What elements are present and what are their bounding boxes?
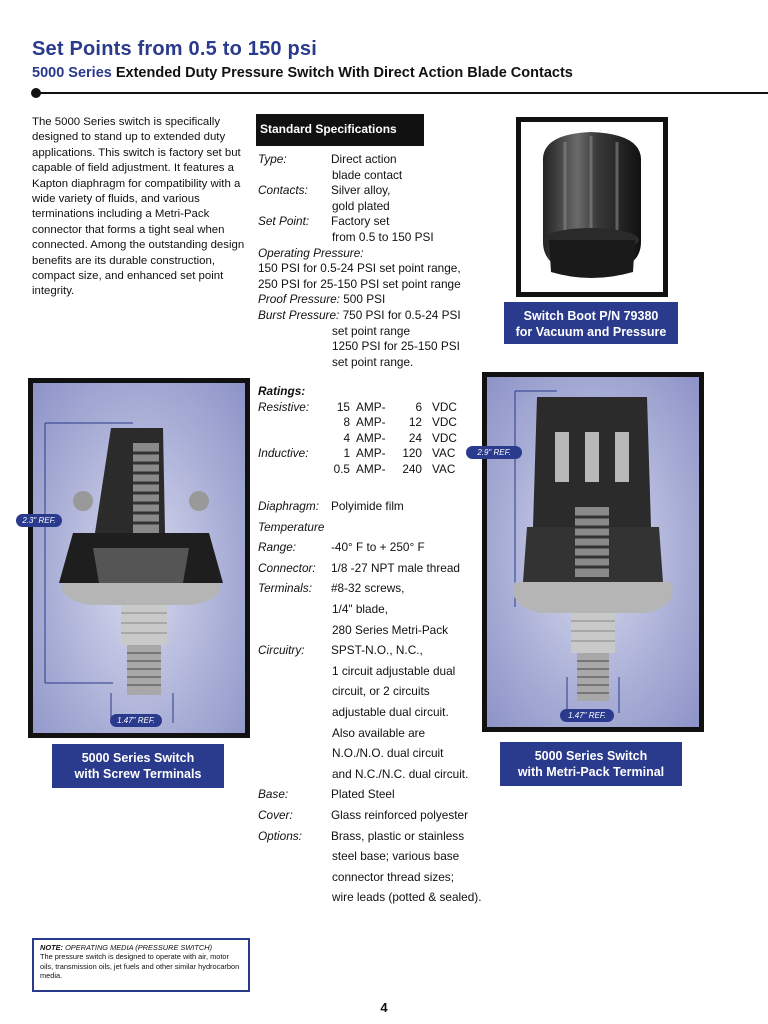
spec-value: Silver alloy, [331, 183, 391, 198]
rating-row [258, 415, 508, 431]
page-number: 4 [380, 1000, 388, 1015]
spec-value: Polyimide film [331, 499, 404, 513]
spec-value: 1250 PSI for 25-150 PSI [332, 339, 460, 354]
spec-value: 1 circuit adjustable dual [332, 663, 456, 678]
rating-volt: 240 [402, 461, 422, 476]
spec-value: steel base; various base [332, 849, 460, 864]
rating-volt: 12 [408, 415, 422, 430]
spec-value: circuit, or 2 circuits [332, 684, 430, 699]
caption-line: with Screw Terminals [74, 767, 202, 781]
page-title: Set Points from 0.5 to 150 psi [32, 38, 317, 60]
spec-label: Type: [258, 152, 287, 166]
intro-paragraph: The 5000 Series switch is specifically designed to stand up to extended duty applications. This switch is factory set but capable of field adjustment. It features a Kapton diaphragm for compatibility with a wide variety of fluids, and various terminations including a Metri-Pack connector that forms a tight seal when connected. Among the outstanding design benefits are its durable construction, compact size, and enhanced set point integrity. [32, 116, 245, 298]
spec-label: Temperature [258, 519, 325, 534]
left-height-ref: 2.3" REF. [16, 514, 62, 527]
right-width-ref: 1.47" REF. [560, 709, 614, 722]
spec-value: -40° F to + 250° F [331, 540, 425, 555]
rating-volt-unit: VDC [432, 430, 457, 445]
subtitle-text: Extended Duty Pressure Switch With Direct Action Blade Contacts [115, 65, 573, 81]
screw-terminal-caption [52, 744, 224, 788]
spec-value: Brass, plastic or stainless [331, 828, 465, 843]
spec-value: N.O./N.O. dual circuit [332, 746, 444, 761]
boot-caption [504, 302, 678, 344]
spec-value: Also available are [332, 725, 426, 740]
switch-boot-image [516, 117, 668, 297]
specs-block [258, 152, 508, 370]
rating-amp: 0.5 [333, 461, 350, 476]
spec-value: 280 Series Metri-Pack [332, 622, 449, 637]
note-title: OPERATING MEDIA (PRESSURE SWITCH) [65, 943, 213, 952]
spec-value: 1/4" blade, [332, 601, 389, 616]
rating-amp-unit: AMP- [356, 446, 386, 461]
rating-amp-unit: AMP- [356, 399, 386, 414]
ratings-heading: Ratings: [258, 384, 306, 398]
rating-amp-unit: AMP- [356, 430, 386, 445]
rating-amp-unit: AMP- [356, 415, 386, 430]
rating-amp: 4 [343, 430, 350, 445]
spec-value: blade contact [332, 167, 403, 182]
caption-line: with Metri-Pack Terminal [517, 765, 665, 779]
rating-volt: 24 [408, 430, 422, 445]
specs-detail-block [258, 496, 518, 908]
spec-value: wire leads (potted & sealed). [332, 890, 482, 905]
spec-label: Circuitry: [258, 643, 305, 658]
rating-volt-unit: VDC [432, 399, 457, 414]
spec-label: Options: [258, 828, 302, 843]
spec-value: 750 PSI for 0.5-24 PSI [342, 307, 461, 322]
page-subtitle [32, 65, 573, 81]
rating-label: Resistive: [258, 399, 310, 414]
spec-value: adjustable dual circuit. [332, 704, 449, 719]
spec-label: Contacts: [258, 183, 308, 198]
spec-label: Operating Pressure: [258, 245, 364, 260]
rating-row [258, 462, 508, 478]
left-width-ref: 1.47" REF. [110, 714, 162, 727]
rating-volt-unit: VAC [432, 461, 456, 476]
rating-amp-unit: AMP- [356, 461, 386, 476]
spec-value: connector thread sizes; [332, 869, 454, 884]
spec-value: gold plated [332, 198, 390, 213]
spec-value: from 0.5 to 150 PSI [332, 229, 434, 244]
spec-value: Plated Steel [331, 787, 395, 802]
note-label: NOTE: [40, 943, 63, 952]
rating-row [258, 431, 508, 447]
rating-volt-unit: VAC [432, 446, 456, 461]
note-body: The pressure switch is designed to operate with air, motor oils, transmission oils, jet fuels and other similar hydrocarbon media. [40, 952, 240, 981]
rating-amp: 1 [343, 446, 350, 461]
spec-value: set point range [332, 323, 411, 338]
spec-label: Connector: [258, 560, 316, 575]
spec-value: Factory set [331, 214, 390, 229]
spec-value: and N.C./N.C. dual circuit. [332, 766, 469, 781]
caption-line: for Vacuum and Pressure [515, 325, 667, 339]
rating-volt: 6 [415, 399, 422, 414]
spec-label: Burst Pressure: [258, 307, 340, 322]
rating-label: Inductive: [258, 446, 309, 461]
rating-volt-unit: VDC [432, 415, 457, 430]
spec-value: 500 PSI [343, 292, 386, 307]
spec-label: Cover: [258, 807, 293, 822]
rating-amp: 15 [336, 399, 350, 414]
metri-pack-switch-image [482, 372, 704, 732]
caption-line: 5000 Series Switch [81, 751, 195, 765]
rating-volt: 120 [402, 446, 422, 461]
subtitle-series: 5000 Series [32, 65, 112, 81]
spec-label: Base: [258, 787, 289, 802]
spec-value: SPST-N.O., N.C., [331, 643, 423, 658]
header-rule [36, 92, 768, 94]
rating-row [258, 400, 508, 416]
operating-media-note [32, 938, 250, 992]
specs-heading: Standard Specifications [256, 114, 424, 146]
spec-value: set point range. [332, 354, 414, 369]
spec-label: Terminals: [258, 581, 312, 596]
ratings-block [258, 384, 508, 478]
spec-value: Glass reinforced polyester [331, 807, 469, 822]
spec-value: 1/8 -27 NPT male thread [331, 560, 460, 575]
spec-label: Range: [258, 540, 297, 555]
screw-terminal-switch-image [28, 378, 250, 738]
spec-label: Proof Pressure: [258, 292, 340, 307]
rating-amp: 8 [343, 415, 350, 430]
spec-value: 150 PSI for 0.5-24 PSI set point range, [258, 261, 461, 276]
spec-label: Diaphragm: [258, 499, 319, 513]
metri-pack-caption [500, 742, 682, 786]
spec-label: Set Point: [258, 214, 310, 229]
spec-value: Direct action [331, 152, 397, 166]
right-height-ref: 2.9" REF. [466, 446, 522, 459]
caption-line: 5000 Series Switch [534, 749, 648, 763]
spec-value: #8-32 screws, [331, 581, 405, 596]
caption-line: Switch Boot P/N 79380 [523, 309, 659, 323]
spec-value: 250 PSI for 25-150 PSI set point range [258, 276, 461, 291]
